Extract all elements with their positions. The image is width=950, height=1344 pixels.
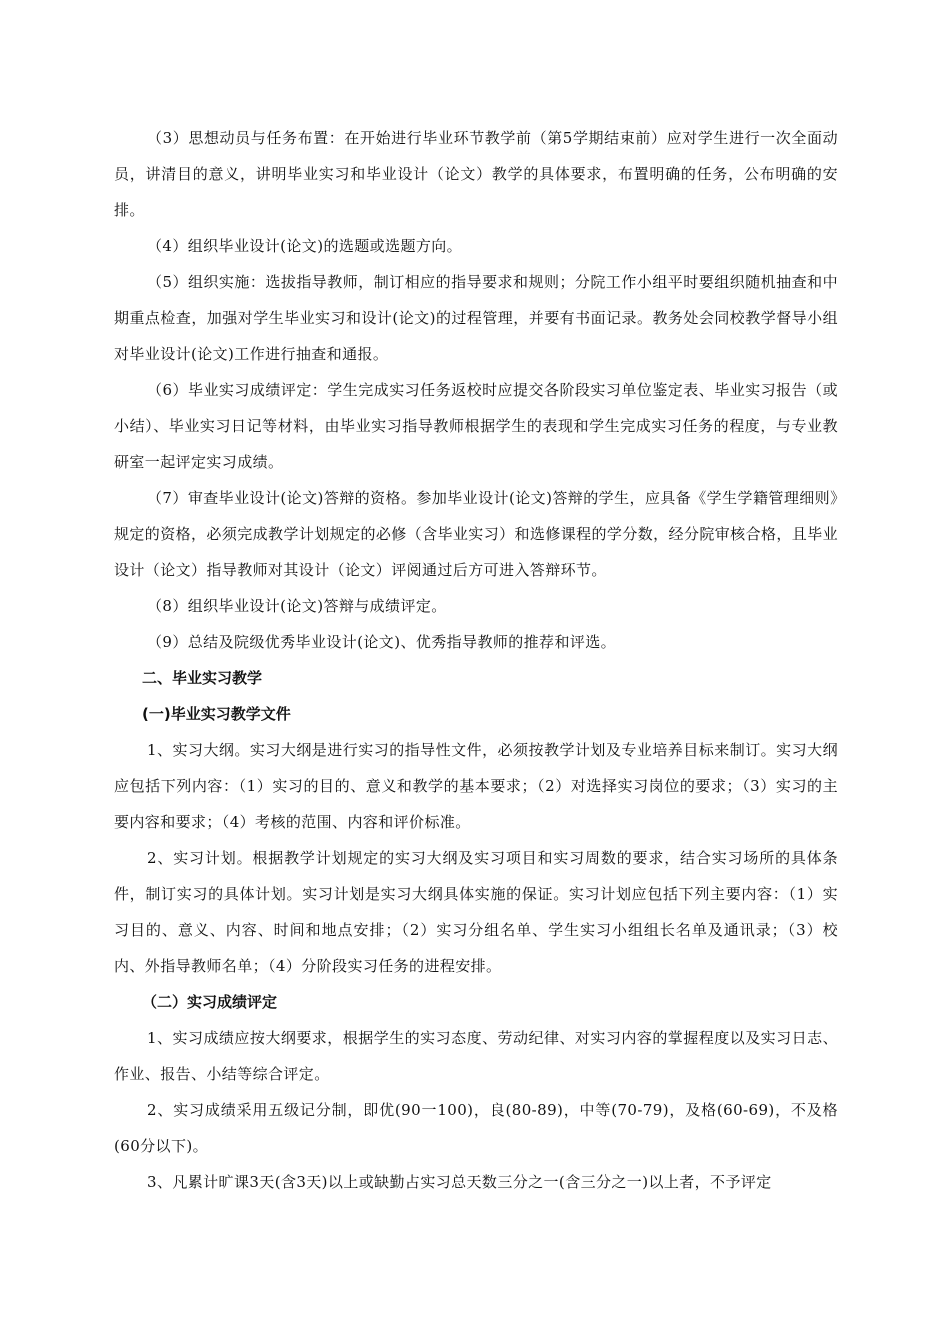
- item-plan: 2、实习计划。根据教学计划规定的实习大纲及实习项目和实习周数的要求，结合实习场所的具体条件，制订实习的具体计划。实习计划是实习大纲具体实施的保证。实习计划应包括下列主要内容：（1）实习目的、意义、内容、时间和地点安排；（2）实习分组名单、学生实习小组组长名单及通讯录；（3）校内、外指导教师名单；（4）分阶段实习任务的进程安排。: [114, 849, 838, 975]
- paragraph-5: （5）组织实施：选拔指导教师，制订相应的指导要求和规则；分院工作小组平时要组织随机抽查和中期重点检查，加强对学生毕业实习和设计(论文)的过程管理，并要有书面记录。教务处会同校教学督导小组对毕业设计(论文)工作进行抽查和通报。: [114, 273, 838, 363]
- document-page: [114, 120, 838, 1200]
- paragraph-3: （3）思想动员与任务布置：在开始进行毕业环节教学前（第5学期结束前）应对学生进行一次全面动员，讲清目的意义，讲明毕业实习和毕业设计（论文）教学的具体要求，布置明确的任务，公布明确的安排。: [114, 129, 838, 219]
- paragraph-7: （7）审查毕业设计(论文)答辩的资格。参加毕业设计(论文)答辩的学生，应具备《学生学籍管理细则》规定的资格，必须完成教学计划规定的必修（含毕业实习）和选修课程的学分数，经分院审核合格，且毕业设计（论文）指导教师对其设计（论文）评阅通过后方可进入答辩环节。: [114, 489, 838, 579]
- subsection-heading-documents: (一)毕业实习教学文件: [142, 705, 291, 723]
- subsection-heading-grading: （二）实习成绩评定: [142, 993, 278, 1011]
- item-outline: 1、实习大纲。实习大纲是进行实习的指导性文件，必须按教学计划及专业培养目标来制订。实习大纲应包括下列内容：（1）实习的目的、意义和教学的基本要求；（2）对选择实习岗位的要求；（3）实习的主要内容和要求；（4）考核的范围、内容和评价标准。: [114, 741, 838, 831]
- grading-item-1: 1、实习成绩应按大纲要求，根据学生的实习态度、劳动纪律、对实习内容的掌握程度以及实习日志、作业、报告、小结等综合评定。: [114, 1029, 838, 1083]
- paragraph-4: （4）组织毕业设计(论文)的选题或选题方向。: [147, 237, 463, 255]
- grading-item-3: 3、凡累计旷课3天(含3天)以上或缺勤占实习总天数三分之一(含三分之一)以上者，不予评定: [147, 1173, 772, 1191]
- paragraph-9: （9）总结及院级优秀毕业设计(论文)、优秀指导教师的推荐和评选。: [147, 633, 617, 651]
- section-heading-internship: 二、毕业实习教学: [142, 669, 263, 687]
- paragraph-8: （8）组织毕业设计(论文)答辩与成绩评定。: [147, 597, 447, 615]
- grading-item-2: 2、实习成绩采用五级记分制，即优(90一100)，良(80-89)，中等(70-79)，及格(60-69)，不及格(60分以下)。: [114, 1101, 838, 1155]
- paragraph-6: （6）毕业实习成绩评定：学生完成实习任务返校时应提交各阶段实习单位鉴定表、毕业实习报告（或小结）、毕业实习日记等材料，由毕业实习指导教师根据学生的表现和学生完成实习任务的程度，与专业教研室一起评定实习成绩。: [114, 381, 838, 471]
